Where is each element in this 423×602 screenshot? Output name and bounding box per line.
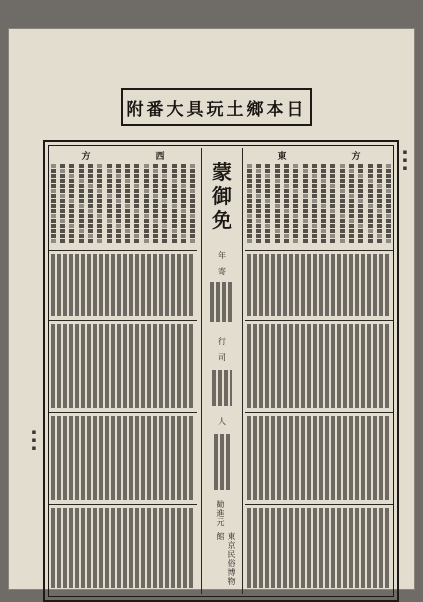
issue-label: 行 bbox=[218, 337, 226, 346]
rank-entry bbox=[292, 164, 300, 248]
east-text-block-3 bbox=[247, 416, 391, 500]
publisher-details bbox=[214, 434, 230, 490]
left-margin-print: ▪▪▪ bbox=[30, 428, 38, 452]
rank-entry bbox=[366, 164, 374, 248]
organizer-names bbox=[210, 282, 234, 322]
organizer-label: 年 bbox=[218, 251, 226, 260]
west-direction-label: 西 bbox=[155, 151, 165, 162]
rank-entry bbox=[338, 164, 346, 248]
rank-entry bbox=[170, 164, 178, 248]
rank-entry bbox=[133, 164, 141, 248]
rank-entry bbox=[58, 164, 66, 248]
reviewer-label: 勧進元 bbox=[216, 500, 225, 527]
east-text-block-4 bbox=[247, 508, 391, 588]
east-divider-1 bbox=[245, 250, 393, 251]
west-divider-3 bbox=[49, 412, 197, 413]
rank-entry bbox=[142, 164, 150, 248]
east-top-ranks bbox=[245, 164, 393, 248]
rank-entry bbox=[49, 164, 57, 248]
rank-entry bbox=[105, 164, 113, 248]
rank-entry bbox=[151, 164, 159, 248]
rank-entry bbox=[161, 164, 169, 248]
issue-names bbox=[212, 370, 232, 406]
center-char-1: 蒙 bbox=[212, 160, 232, 184]
rank-entry bbox=[385, 164, 393, 248]
east-text-block-1 bbox=[247, 254, 391, 316]
east-divider-2 bbox=[245, 320, 393, 321]
rank-entry bbox=[357, 164, 365, 248]
rank-entry bbox=[264, 164, 272, 248]
center-column bbox=[201, 148, 243, 594]
west-text-block-3 bbox=[51, 416, 195, 500]
publisher-label: 人 bbox=[218, 417, 226, 426]
west-divider-4 bbox=[49, 504, 197, 505]
rank-entry bbox=[329, 164, 337, 248]
rank-entry bbox=[124, 164, 132, 248]
west-divider-1 bbox=[49, 250, 197, 251]
organizer-role: 寄 bbox=[218, 267, 226, 276]
rank-entry bbox=[282, 164, 290, 248]
west-header bbox=[49, 148, 197, 162]
rank-entry bbox=[189, 164, 197, 248]
right-margin-print: ▪▪▪ bbox=[401, 148, 409, 172]
rank-entry bbox=[375, 164, 383, 248]
east-direction-label: 東 bbox=[277, 151, 287, 162]
west-column bbox=[49, 148, 197, 594]
rank-entry bbox=[273, 164, 281, 248]
center-char-2: 御 bbox=[212, 184, 232, 208]
paper-sheet bbox=[8, 28, 415, 590]
east-header bbox=[245, 148, 393, 162]
rank-entry bbox=[310, 164, 318, 248]
center-char-3: 免 bbox=[212, 208, 232, 232]
rank-entry bbox=[254, 164, 262, 248]
east-divider-3 bbox=[245, 412, 393, 413]
west-text-block-1 bbox=[51, 254, 195, 316]
issue-role: 司 bbox=[218, 353, 226, 362]
banzuke-frame bbox=[43, 140, 399, 602]
east-side-label: 方 bbox=[351, 151, 361, 162]
museum-label: 東京民俗博物館 bbox=[216, 532, 236, 586]
west-text-block-2 bbox=[51, 324, 195, 408]
rank-entry bbox=[347, 164, 355, 248]
rank-entry bbox=[114, 164, 122, 248]
east-divider-4 bbox=[245, 504, 393, 505]
west-top-ranks bbox=[49, 164, 197, 248]
rank-entry bbox=[301, 164, 309, 248]
west-side-label: 方 bbox=[81, 151, 91, 162]
west-text-block-4 bbox=[51, 508, 195, 588]
west-divider-2 bbox=[49, 320, 197, 321]
rank-entry bbox=[96, 164, 104, 248]
east-text-block-2 bbox=[247, 324, 391, 408]
rank-entry bbox=[68, 164, 76, 248]
rank-entry bbox=[320, 164, 328, 248]
rank-entry bbox=[245, 164, 253, 248]
rank-entry bbox=[86, 164, 94, 248]
document-title: 附番大具玩土鄉本日 bbox=[126, 99, 307, 120]
rank-entry bbox=[179, 164, 187, 248]
title-banner bbox=[121, 88, 312, 126]
east-column bbox=[245, 148, 393, 594]
rank-entry bbox=[77, 164, 85, 248]
